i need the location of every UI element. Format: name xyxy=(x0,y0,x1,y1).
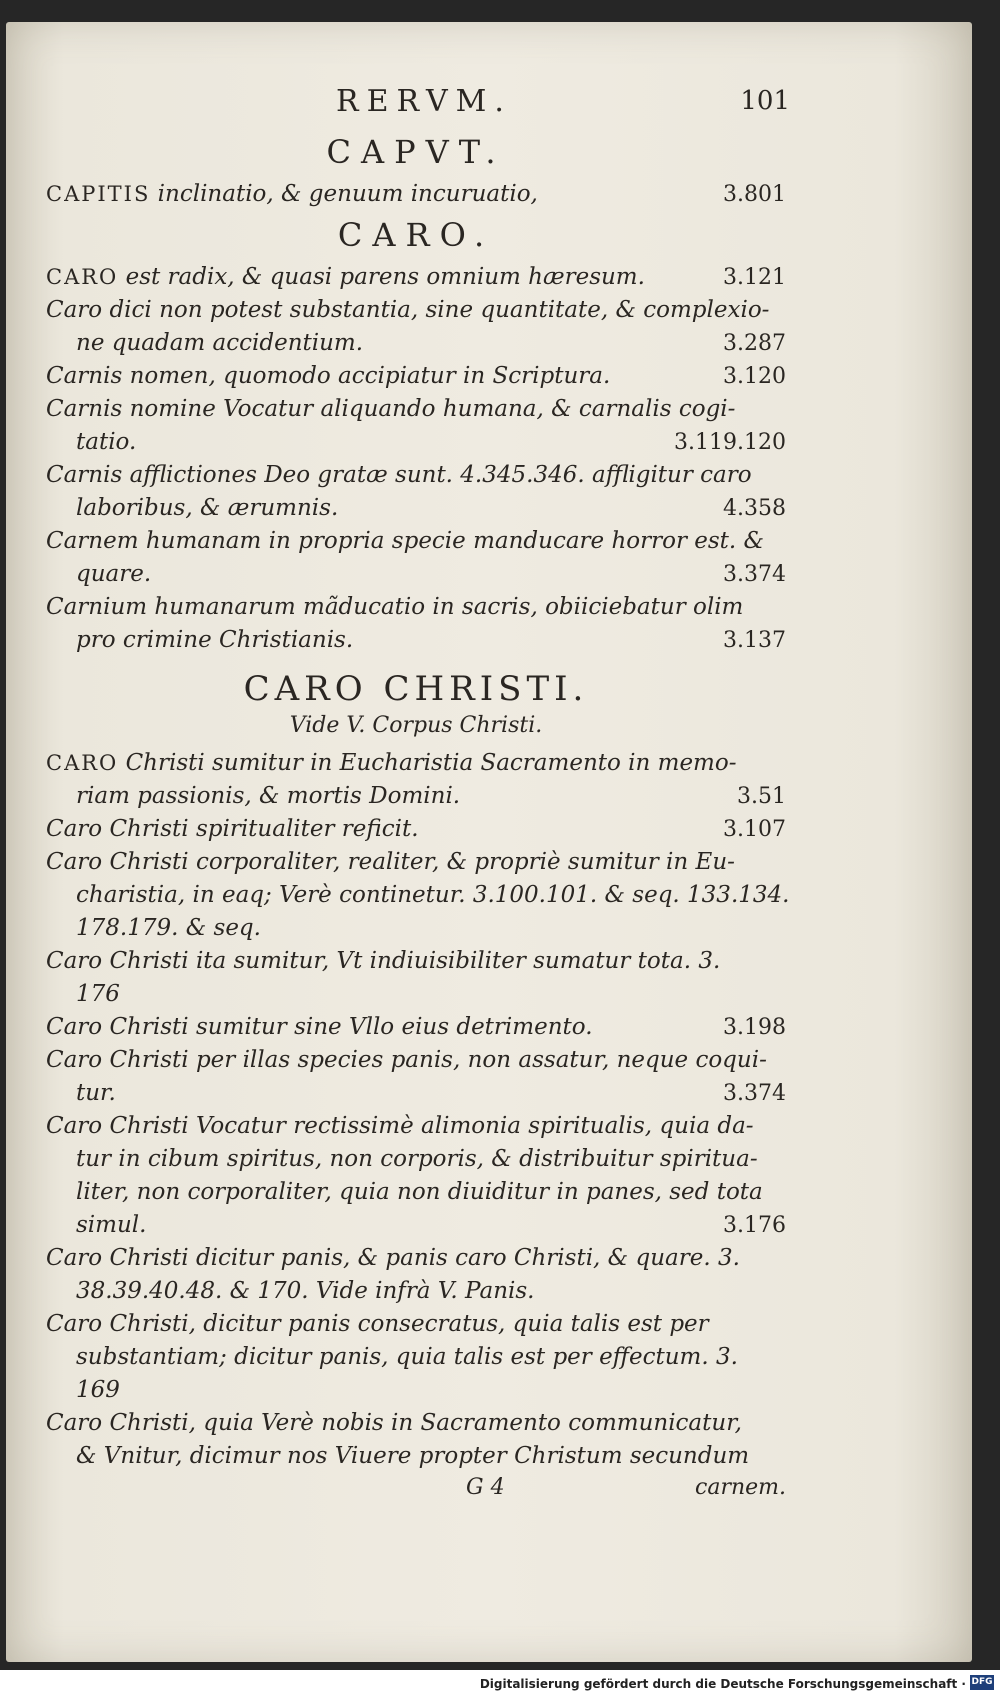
entry-text: est radix, & quasi parens omnium hæresum. xyxy=(125,264,645,290)
entry-reference: 3.198 xyxy=(723,1015,786,1040)
index-entry xyxy=(46,846,790,945)
entry-text: Carnis afflictiones Deo gratæ sunt. 4.345.346. affligitur caro xyxy=(46,462,752,488)
index-entry xyxy=(46,393,786,459)
page-header xyxy=(46,84,790,128)
entry-text: quare. xyxy=(76,561,152,587)
entry-text: inclinatio, & genuum incuruatio, xyxy=(157,181,538,207)
entry-text: Caro Christi, quia Verè nobis in Sacramento communicatur, xyxy=(46,1410,742,1436)
entry-text: riam passionis, & mortis Domini. xyxy=(76,783,461,809)
page-footer xyxy=(46,1475,786,1509)
entry-text: tur in cibum spiritus, non corporis, & distribuitur spiritua- xyxy=(76,1146,758,1172)
entry-reference: 3.120 xyxy=(723,364,786,389)
cross-reference: Vide V. Corpus Christi. xyxy=(289,713,543,738)
entry-text: & Vnitur, dicimur nos Viuere propter Christum secundum xyxy=(76,1443,750,1469)
entry-text: liter, non corporaliter, quia non diuiditur in panes, sed tota xyxy=(76,1179,763,1205)
index-entry xyxy=(46,294,786,360)
book-page xyxy=(6,22,972,1662)
entry-reference: 3.374 xyxy=(723,1081,786,1106)
dfg-logo: DFG xyxy=(970,1675,994,1690)
entry-text: Carnem humanam in propria specie manducare horror est. & xyxy=(46,528,765,554)
entry-text: 38.39.40.48. & 170. Vide infrà V. Panis. xyxy=(76,1278,535,1304)
index-entry xyxy=(46,1407,786,1473)
entry-text: Carnis nomen, quomodo accipiatur in Scriptura. xyxy=(46,363,611,389)
entry-reference: 3.176 xyxy=(723,1213,786,1238)
index-entry xyxy=(46,360,786,393)
index-entry xyxy=(46,261,786,294)
entry-text: Caro Christi spiritualiter reficit. xyxy=(46,816,419,842)
entry-text: Caro Christi ita sumitur, Vt indiuisibiliter sumatur tota. 3. xyxy=(46,948,721,974)
entry-text: Christi sumitur in Eucharistia Sacramento in memo- xyxy=(125,750,737,776)
index-entry xyxy=(46,1011,786,1044)
entry-text: 169 xyxy=(76,1377,120,1403)
entry-lead: CARO xyxy=(46,265,119,289)
index-entry xyxy=(46,459,786,525)
credit-bar xyxy=(0,1670,1000,1694)
entry-text: 176 xyxy=(76,981,120,1007)
index-entry xyxy=(46,591,786,657)
entry-reference: 3.137 xyxy=(723,628,786,653)
entry-reference: 3.107 xyxy=(723,817,786,842)
entry-reference: 4.358 xyxy=(723,496,786,521)
entry-text: Caro Christi, dicitur panis consecratus, quia talis est per xyxy=(46,1311,709,1337)
entry-reference: 3.374 xyxy=(723,562,786,587)
page-content xyxy=(46,84,790,1509)
entry-text: Caro Christi sumitur sine Vllo eius detrimento. xyxy=(46,1014,593,1040)
index-entry xyxy=(46,1242,786,1308)
entry-text: pro crimine Christianis. xyxy=(76,627,354,653)
entry-text: tur. xyxy=(76,1080,116,1106)
entry-text: Caro Christi corporaliter, realiter, & propriè sumitur in Eu- xyxy=(46,849,735,875)
index-entry xyxy=(46,178,786,211)
index-entry xyxy=(46,1044,786,1110)
entry-text: charistia, in eaq; Verè continetur. 3.100.101. & seq. 133.134. xyxy=(76,882,790,908)
entry-text: Caro Christi per illas species panis, non assatur, neque coqui- xyxy=(46,1047,767,1073)
index-entry xyxy=(46,813,786,846)
folio-number: 101 xyxy=(740,86,790,116)
entry-text: laboribus, & ærumnis. xyxy=(76,495,339,521)
index-entry xyxy=(46,1110,786,1242)
entry-reference: 3.287 xyxy=(723,331,786,356)
entry-reference: 3.51 xyxy=(737,784,786,809)
running-head: RERVM. xyxy=(336,84,512,119)
section-heading-caro: CARO. xyxy=(337,216,495,254)
index-entry xyxy=(46,747,786,813)
entry-text: tatio. xyxy=(76,429,137,455)
entry-lead: CARO xyxy=(46,751,119,775)
entry-text: Caro Christi dicitur panis, & panis caro Christi, & quare. 3. xyxy=(46,1245,740,1271)
signature-mark: G 4 xyxy=(466,1475,505,1500)
index-entry xyxy=(46,1308,786,1407)
entry-text: Caro Christi Vocatur rectissimè alimonia spiritualis, quia da- xyxy=(46,1113,754,1139)
index-entry xyxy=(46,945,786,1011)
catchword: carnem. xyxy=(695,1475,786,1500)
section-heading-caro-christi: CARO CHRISTI. xyxy=(243,669,589,709)
index-entry xyxy=(46,525,786,591)
entry-text: ne quadam accidentium. xyxy=(76,330,364,356)
entry-text: Caro dici non potest substantia, sine quantitate, & complexio- xyxy=(46,297,770,323)
entry-reference: 3.801 xyxy=(723,182,786,207)
entry-text: substantiam; dicitur panis, quia talis est per effectum. 3. xyxy=(76,1344,738,1370)
entry-text: simul. xyxy=(76,1212,147,1238)
section-heading-caput: CAPVT. xyxy=(326,133,506,171)
entry-lead: CAPITIS xyxy=(46,182,151,206)
entry-text: Carnis nomine Vocatur aliquando humana, & carnalis cogi- xyxy=(46,396,736,422)
credit-text: Digitalisierung gefördert durch die Deutsche Forschungsgemeinschaft · xyxy=(479,1677,966,1691)
entry-reference: 3.119.120 xyxy=(674,430,786,455)
entry-text: 178.179. & seq. xyxy=(76,915,261,941)
entry-reference: 3.121 xyxy=(723,265,786,290)
entry-text: Carnium humanarum mãducatio in sacris, obiiciebatur olim xyxy=(46,594,744,620)
